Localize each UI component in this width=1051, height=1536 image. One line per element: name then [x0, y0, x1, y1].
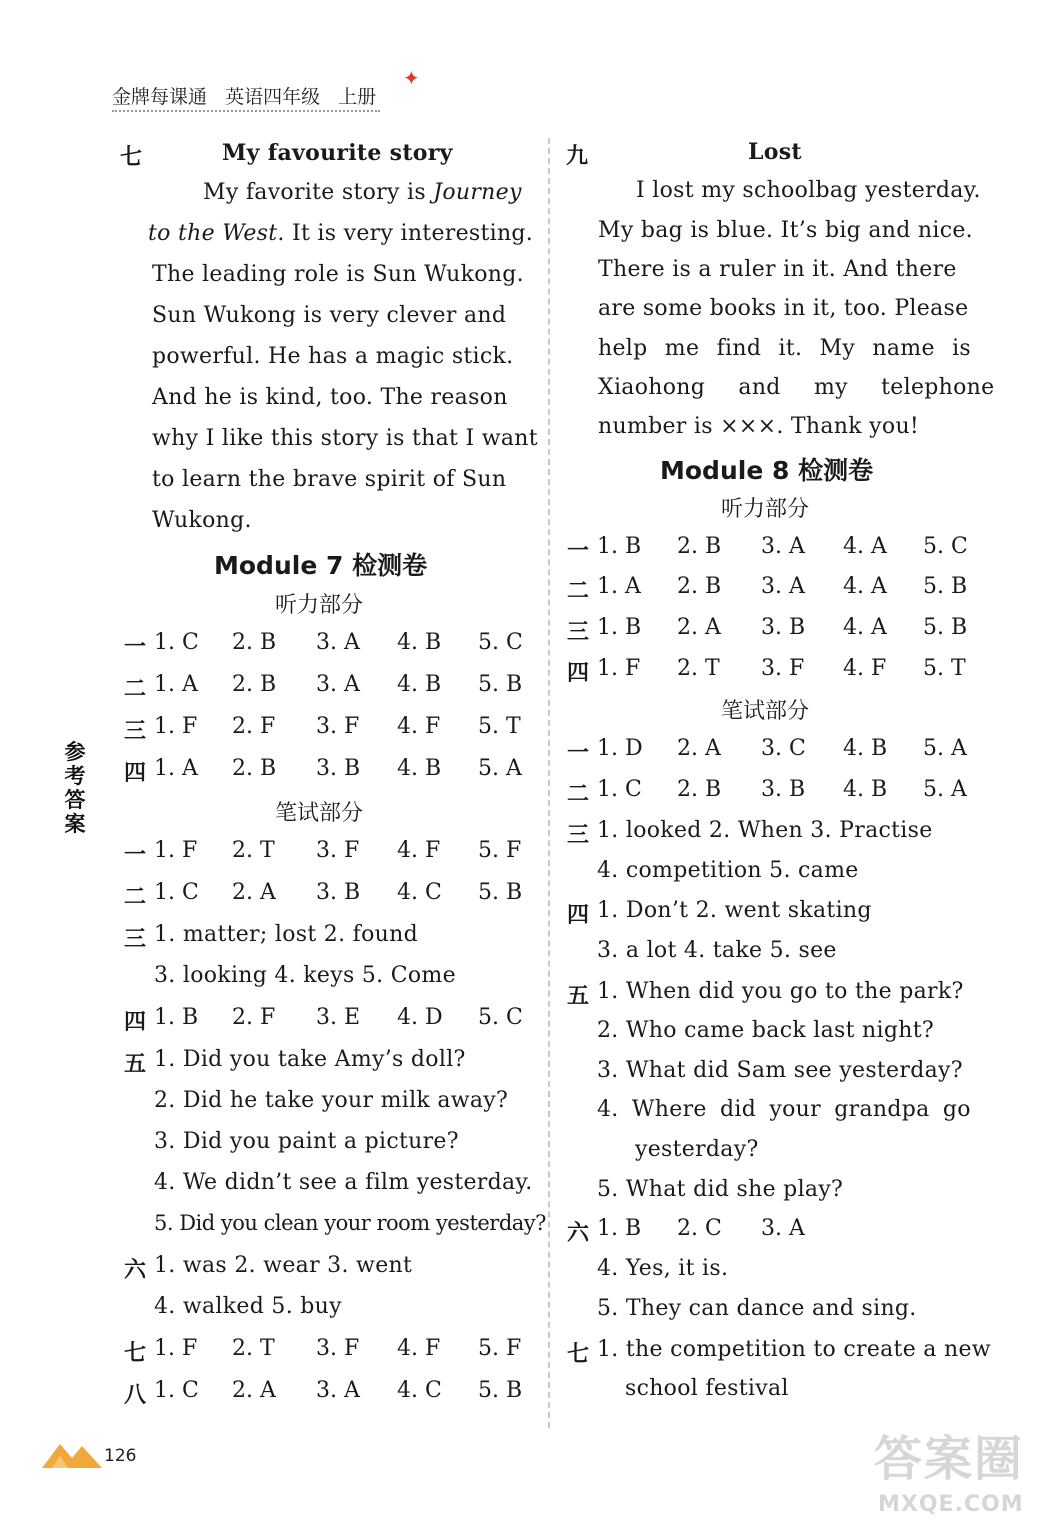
answer-item: 5. T [478, 714, 521, 739]
column-divider [548, 138, 550, 1428]
question-number: 三 [124, 719, 147, 744]
page-number: 126 [104, 1446, 137, 1466]
answer-item: 2. A [232, 880, 276, 905]
answer-item: 3. A [761, 1216, 805, 1241]
answer-item: 3. A [316, 630, 360, 655]
answer-item: 2. A [232, 1378, 276, 1403]
question-number: 一 [567, 539, 590, 564]
answer-item: 1. A [154, 756, 198, 781]
answer-item: 4. B [843, 736, 888, 761]
answer-line: 3. looking 4. keys 5. Come [154, 963, 456, 988]
answer-item: 3. F [316, 714, 360, 739]
answer-item: 4. F [397, 1336, 441, 1361]
volume-name: 上册 [338, 86, 377, 108]
watermark [860, 1420, 1030, 1520]
answer-item: 5. B [923, 615, 968, 640]
answer-line: 4. competition 5. came [597, 858, 859, 883]
answer-line: 2. Who came back last night? [597, 1018, 934, 1043]
story-line: to learn the brave spirit of Sun [152, 467, 507, 492]
answer-line: 5. They can dance and sing. [597, 1296, 917, 1321]
question-number: 二 [567, 782, 590, 807]
answer-item: 2. A [677, 736, 721, 761]
answer-item: 3. A [761, 574, 805, 599]
answer-item: 1. C [597, 777, 642, 802]
answer-item: 4. A [843, 534, 887, 559]
answer-item: 3. C [761, 736, 806, 761]
question-number: 二 [124, 677, 147, 702]
story-line: The leading role is Sun Wukong. [152, 262, 524, 287]
answer-item: 5. A [923, 736, 967, 761]
question-number: 五 [567, 984, 590, 1009]
answer-item: 5. F [478, 838, 522, 863]
question-number: 三 [567, 823, 590, 848]
answer-item: 2. B [232, 756, 277, 781]
answer-item: 1. C [154, 880, 199, 905]
answer-line: 2. Did he take your milk away? [154, 1088, 509, 1113]
section-heading: 听力部分 [275, 593, 364, 618]
module-title: Module 8 检测卷 [660, 456, 874, 485]
story-title: My favourite story [222, 140, 453, 166]
answer-item: 2. F [232, 1005, 276, 1030]
answer-item: 3. B [761, 615, 806, 640]
answer-item: 2. B [232, 672, 277, 697]
section-heading: 笔试部分 [275, 801, 364, 826]
answer-line: yesterday? [635, 1137, 759, 1162]
question-number: 三 [124, 927, 147, 952]
answer-item: 5. F [478, 1336, 522, 1361]
answer-item: 4. F [843, 656, 887, 681]
answer-line: 1. Did you take Amy’s doll? [154, 1047, 466, 1072]
story-line: powerful. He has a magic stick. [152, 344, 514, 369]
answer-item: 4. F [397, 714, 441, 739]
answer-item: 4. B [397, 756, 442, 781]
mountain-icon [42, 1438, 104, 1470]
book-header [112, 82, 388, 109]
question-number: 六 [124, 1258, 147, 1283]
story-line: Sun Wukong is very clever and [152, 303, 507, 328]
story-number: 七 [120, 145, 143, 170]
story-line: There is a ruler in it. And there [598, 257, 957, 282]
answer-line: 3. Did you paint a picture? [154, 1129, 459, 1154]
module-title: Module 7 检测卷 [214, 551, 428, 580]
question-number: 四 [124, 761, 147, 786]
answer-item: 3. E [316, 1005, 361, 1030]
answer-item: 2. B [677, 534, 722, 559]
answer-item: 1. A [597, 574, 641, 599]
answer-item: 4. C [397, 1378, 442, 1403]
answer-item: 2. T [232, 1336, 275, 1361]
answer-item: 1. F [154, 1336, 198, 1361]
answer-item: 2. C [677, 1216, 722, 1241]
answer-line: 4. Yes, it is. [597, 1256, 729, 1281]
answer-item: 5. A [478, 756, 522, 781]
question-number: 一 [567, 741, 590, 766]
answer-item: 1. D [597, 736, 643, 761]
answer-item: 2. T [232, 838, 275, 863]
story-line: Wukong. [152, 508, 252, 533]
answer-item: 3. B [316, 756, 361, 781]
watermark-main: 答案圈 [874, 1431, 1025, 1487]
answer-item: 2. T [677, 656, 720, 681]
answer-item: 1. F [597, 656, 641, 681]
question-number: 四 [567, 661, 590, 686]
answer-item: 4. B [397, 630, 442, 655]
book-name: 金牌每课通 [112, 86, 208, 108]
answer-item: 1. F [154, 714, 198, 739]
answer-item: 5. C [478, 630, 523, 655]
answer-item: 2. B [677, 574, 722, 599]
story-line: to the West. It is very interesting. [148, 221, 534, 246]
answer-item: 5. A [923, 777, 967, 802]
answer-item: 3. B [316, 880, 361, 905]
answer-line: 1. matter; lost 2. found [154, 922, 418, 947]
question-number: 七 [124, 1341, 147, 1366]
answer-item: 3. A [761, 534, 805, 559]
question-number: 五 [124, 1052, 147, 1077]
answer-item: 2. F [232, 714, 276, 739]
question-number: 一 [124, 843, 147, 868]
story-line: number is ×××. Thank you! [598, 414, 920, 439]
story-line: help me find it. My name is [598, 336, 971, 361]
story-line: Xiaohong and my telephone [598, 375, 995, 400]
section-heading: 笔试部分 [721, 699, 810, 724]
story-line: My favorite story is Journey [203, 180, 522, 205]
section-heading: 听力部分 [721, 497, 810, 522]
answer-item: 1. B [597, 615, 642, 640]
answer-item: 5. B [478, 880, 523, 905]
answer-item: 5. C [923, 534, 968, 559]
answer-line: 1. When did you go to the park? [597, 979, 964, 1004]
question-number: 六 [567, 1221, 590, 1246]
answer-item: 1. A [154, 672, 198, 697]
answer-line: 1. the competition to create a new [597, 1337, 991, 1362]
story-line: And he is kind, too. The reason [152, 385, 508, 410]
answer-item: 2. A [677, 615, 721, 640]
question-number: 二 [124, 885, 147, 910]
answer-item: 3. B [761, 777, 806, 802]
answer-item: 2. B [232, 630, 277, 655]
answer-line: 1. Don’t 2. went skating [597, 898, 872, 923]
answer-item: 4. A [843, 574, 887, 599]
question-number: 三 [567, 620, 590, 645]
answer-line: 4. Where did your grandpa go [597, 1097, 971, 1122]
answer-item: 5. B [478, 1378, 523, 1403]
answer-item: 1. C [154, 630, 199, 655]
question-number: 七 [567, 1342, 590, 1367]
question-number: 八 [124, 1383, 147, 1408]
answer-item: 4. D [397, 1005, 443, 1030]
answer-item: 3. F [761, 656, 805, 681]
answer-item: 5. T [923, 656, 966, 681]
answer-item: 1. F [154, 838, 198, 863]
star-icon: ✦ [403, 66, 420, 90]
answer-line: 5. What did she play? [597, 1177, 844, 1202]
answer-item: 1. B [597, 534, 642, 559]
answer-item: 3. F [316, 1336, 360, 1361]
answer-item: 5. B [923, 574, 968, 599]
header-divider [112, 110, 380, 112]
answer-line: 3. a lot 4. take 5. see [597, 938, 837, 963]
answer-item: 3. A [316, 1378, 360, 1403]
answer-line: school festival [625, 1376, 789, 1401]
answer-line: 5. Did you clean your room yesterday? [154, 1211, 546, 1235]
answer-line: 4. We didn’t see a film yesterday. [154, 1170, 533, 1195]
story-line: My bag is blue. It’s big and nice. [598, 218, 973, 243]
question-number: 四 [124, 1010, 147, 1035]
story-line: I lost my schoolbag yesterday. [636, 178, 981, 203]
answer-item: 4. B [843, 777, 888, 802]
story-line: are some books in it, too. Please [598, 296, 969, 321]
question-number: 四 [567, 903, 590, 928]
story-number: 九 [566, 144, 589, 169]
answer-item: 5. B [478, 672, 523, 697]
answer-line: 3. What did Sam see yesterday? [597, 1058, 963, 1083]
answer-item: 4. C [397, 880, 442, 905]
question-number: 二 [567, 579, 590, 604]
answer-line: 1. was 2. wear 3. went [154, 1253, 413, 1278]
answer-item: 5. C [478, 1005, 523, 1030]
answer-item: 1. C [154, 1378, 199, 1403]
answer-line: 4. walked 5. buy [154, 1294, 342, 1319]
sidebar-label: 参考答案 [64, 740, 86, 836]
answer-item: 4. B [397, 672, 442, 697]
subject-name: 英语四年级 [225, 86, 321, 108]
answer-item: 4. F [397, 838, 441, 863]
answer-item: 4. A [843, 615, 887, 640]
answer-item: 2. B [677, 777, 722, 802]
question-number: 一 [124, 635, 147, 660]
answer-line: 1. looked 2. When 3. Practise [597, 818, 933, 843]
watermark-sub: MXQE.COM [878, 1492, 1024, 1517]
story-line: why I like this story is that I want [152, 426, 538, 451]
story-title: Lost [748, 139, 802, 165]
answer-item: 3. A [316, 672, 360, 697]
answer-item: 1. B [597, 1216, 642, 1241]
answer-item: 1. B [154, 1005, 199, 1030]
answer-item: 3. F [316, 838, 360, 863]
